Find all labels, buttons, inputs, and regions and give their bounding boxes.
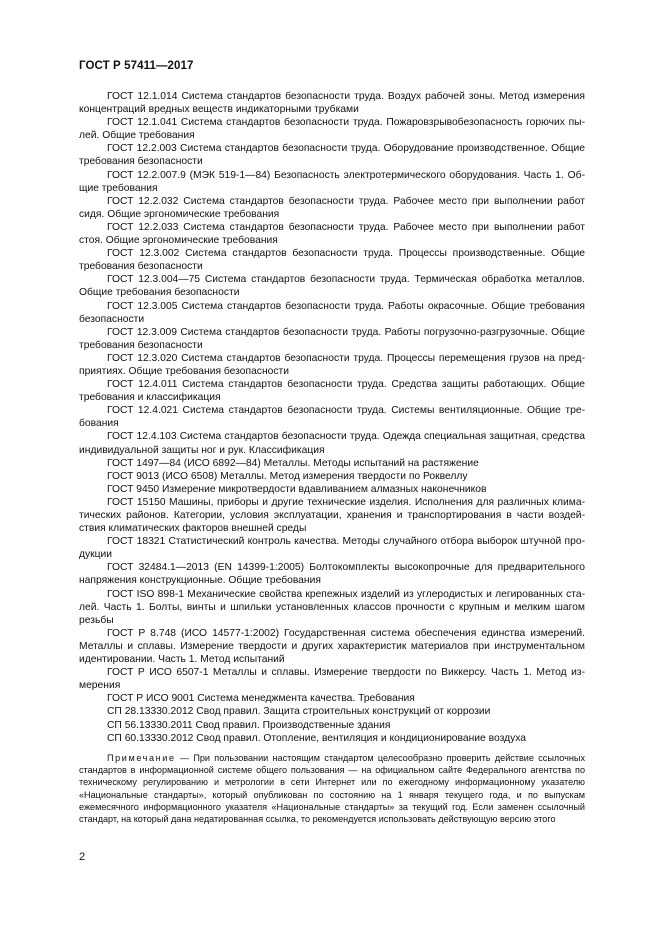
reference-item: СП 28.13330.2012 Свод правил. Защита строительных конструкций от коррозии bbox=[107, 706, 491, 718]
reference-item: ГОСТ 12.3.004—75 Система стандартов безопасности труда. Термическая обработка металлов. Общие требования безопасности bbox=[79, 274, 585, 299]
reference-item: ГОСТ 18321 Статистический контроль качества. Методы случайного отбора выборок штучной продукции bbox=[79, 536, 585, 561]
reference-item: ГОСТ 12.4.103 Система стандартов безопасности труда. Одежда специальная защитная, средства индивидуальной защиты ног и рук. Классификация bbox=[79, 431, 585, 456]
reference-item: ГОСТ 12.3.020 Система стандартов безопасности труда. Процессы перемещения грузов на предприятиях. Общие требования безопасности bbox=[79, 352, 585, 377]
reference-item: ГОСТ 12.3.009 Система стандартов безопасности труда. Работы погрузочно-разгрузочные. Общие требования безопасности bbox=[79, 326, 585, 351]
reference-item: ГОСТ 12.3.005 Система стандартов безопасности труда. Работы окрасочные. Общие требования безопасности bbox=[79, 300, 585, 325]
note-text: — При пользовании настоящим стандартом целесообразно проверить действие ссылочных стандартов в информационной системе общего пользования — на официальном сайте Федерального агентства по техническому регулированию и метрологии в сети Интернет или по ежегодному информационному указателю «Национальные стандарты», который опубликован по состоянию на 1 января текущего года, и по выпускам ежемесячного информационного указателя «Национальные стандарты» за текущий год. Если заменен ссылочный стандарт, на который дана недатированная ссылка, то рекомендуется использовать действующую версию этого bbox=[79, 753, 585, 825]
reference-item: ГОСТ 9450 Измерение микротвердости вдавливанием алмазных наконечников bbox=[107, 483, 487, 495]
reference-item: ГОСТ 12.2.003 Система стандартов безопасности труда. Оборудование производственное. Общие требования безопасности bbox=[79, 143, 585, 168]
reference-item: ГОСТ 15150 Машины, приборы и другие технические изделия. Исполнения для различных климатических районов. Категории, условия эксплуатации, хранения и транспортирования в части воздействия климатических факторов внешней среды bbox=[79, 496, 585, 535]
note-paragraph bbox=[79, 752, 585, 825]
reference-item: ГОСТ 12.2.033 Система стандартов безопасности труда. Рабочее место при выполнении работ стоя. Общие эргономические требования bbox=[79, 221, 585, 247]
reference-item: ГОСТ 12.1.014 Система стандартов безопасности труда. Воздух рабочей зоны. Метод измерения концентраций вредных веществ индикаторными трубками bbox=[79, 91, 585, 116]
normative-references-list bbox=[79, 90, 585, 745]
reference-item: ГОСТ 12.2.032 Система стандартов безопасности труда. Рабочее место при выполнении работ сидя. Общие эргономические требования bbox=[79, 195, 585, 220]
note-label: Примечание bbox=[107, 753, 176, 763]
reference-item: ГОСТ 12.4.021 Система стандартов безопасности труда. Системы вентиляционные. Общие требования bbox=[79, 405, 585, 430]
reference-item: ГОСТ ISO 898-1 Механические свойства крепежных изделий из углеродистых и легированных сталей. Часть 1. Болты, винты и шпильки установленных классов прочности с крупным и мелким шагом резьбы bbox=[79, 588, 585, 626]
reference-item: ГОСТ 12.1.041 Система стандартов безопасности труда. Пожаровзрывобезопасность горючих пылей. Общие требования bbox=[79, 117, 585, 142]
reference-item: СП 60.13330.2012 Свод правил. Отопление, вентиляция и кондиционирование воздуха bbox=[107, 732, 527, 744]
page-header: ГОСТ Р 57411—2017 bbox=[79, 60, 194, 72]
reference-item: ГОСТ Р 8.748 (ИСО 14577-1:2002) Государственная система обеспечения единства измерений. Металлы и сплавы. Измерение твердости и других характеристик материалов при инструментальном идентировании. Часть 1. Метод испытаний bbox=[79, 627, 585, 666]
reference-item: СП 56.13330.2011 Свод правил. Производственные здания bbox=[107, 719, 391, 731]
reference-item: ГОСТ 1497—84 (ИСО 6892—84) Металлы. Методы испытаний на растяжение bbox=[107, 457, 479, 469]
reference-item: ГОСТ 12.2.007.9 (МЭК 519-1—84) Безопасность электротермического оборудования. Часть 1. Общие требования bbox=[79, 169, 585, 194]
reference-item: ГОСТ 32484.1—2013 (EN 14399-1:2005) Болтокомплекты высокопрочные для предварительного напряжения конструкционные. Общие требования bbox=[79, 562, 585, 587]
reference-item: ГОСТ Р ИСО 9001 Система менеджмента качества. Требования bbox=[107, 693, 415, 705]
reference-item: ГОСТ 12.4.011 Система стандартов безопасности труда. Средства защиты работающих. Общие требования и классификация bbox=[79, 379, 585, 404]
page-number: 2 bbox=[79, 851, 86, 863]
reference-item: ГОСТ 12.3.002 Система стандартов безопасности труда. Процессы производственные. Общие требования безопасности bbox=[79, 248, 585, 273]
reference-item: ГОСТ 9013 (ИСО 6508) Металлы. Метод измерения твердости по Роквеллу bbox=[107, 470, 468, 482]
reference-item: ГОСТ Р ИСО 6507-1 Металлы и сплавы. Измерение твердости по Виккерсу. Часть 1. Метод измерения bbox=[79, 667, 585, 692]
